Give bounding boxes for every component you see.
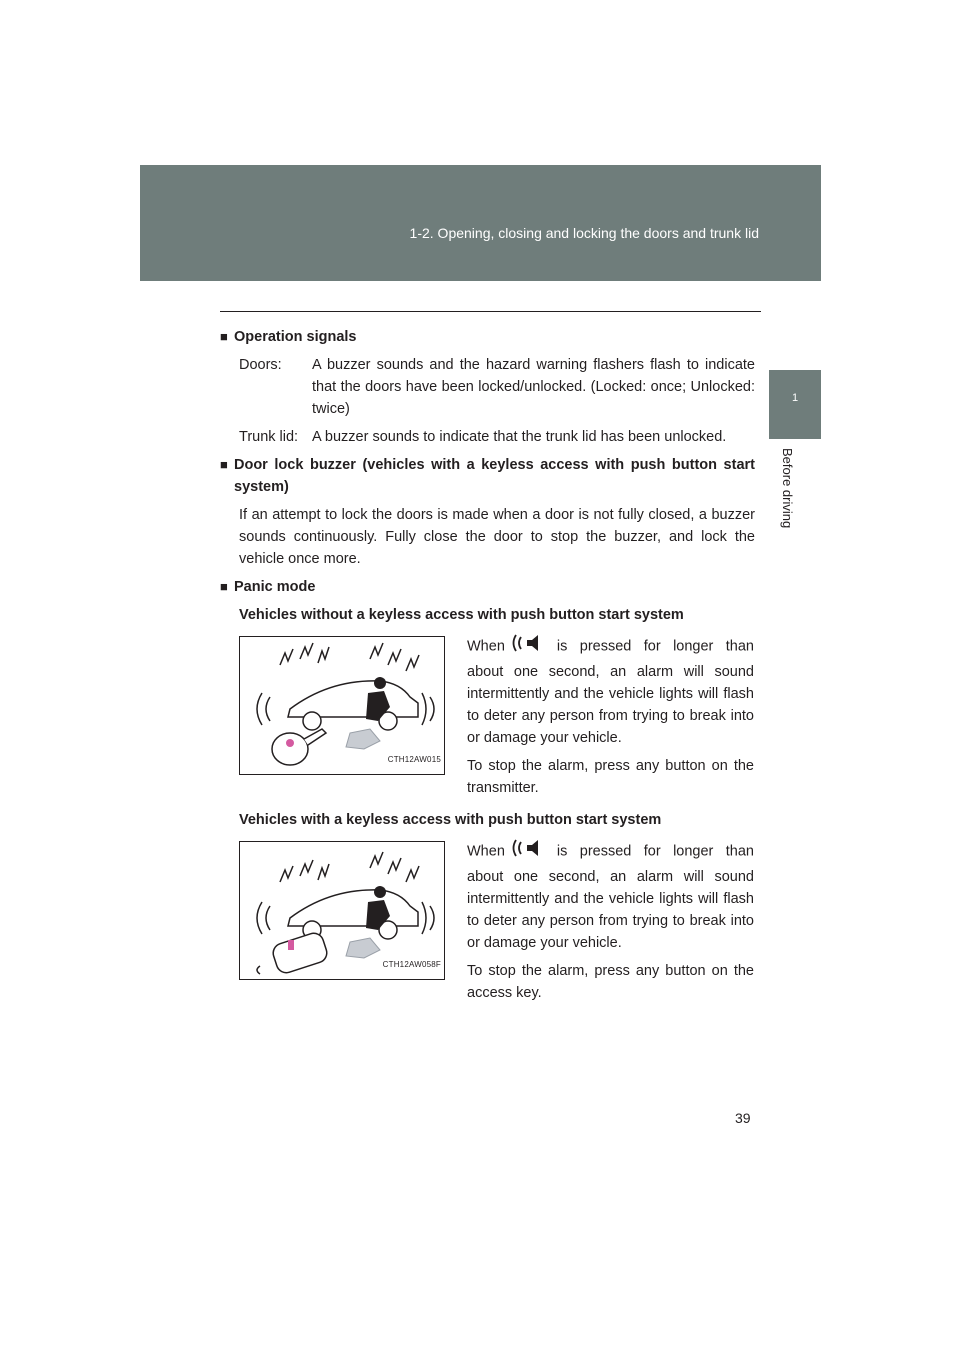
list-item xyxy=(239,354,755,420)
square-bullet-icon: ■ xyxy=(220,579,228,594)
header-rule xyxy=(220,311,761,312)
square-bullet-icon: ■ xyxy=(220,457,228,472)
panic-without-block xyxy=(239,632,755,805)
panic-button-icon xyxy=(511,632,551,661)
trunk-description: A buzzer sounds to indicate that the trunk lid has been unlocked. xyxy=(312,429,727,445)
panic-with-block xyxy=(239,837,755,1010)
figure-code: CTH12AW058F xyxy=(382,960,441,969)
page-number: 39 xyxy=(735,1110,751,1126)
panic-access-key-illustration xyxy=(239,841,445,980)
doors-description: A buzzer sounds and the hazard warning flashers flash to indicate that the doors have been locked/unlocked. (Locked: once; Unlocked: twice) xyxy=(312,357,755,417)
trunk-term: Trunk lid: xyxy=(239,429,299,445)
header-band xyxy=(140,165,821,281)
door-lock-buzzer-heading: ■ Door lock buzzer (vehicles with a keyless access with push button start system) xyxy=(220,454,755,498)
list-item xyxy=(239,426,755,448)
panic-with-text xyxy=(467,837,754,1010)
panic-button-icon xyxy=(511,837,551,866)
square-bullet-icon: ■ xyxy=(220,329,228,344)
panic-without-subheading: Vehicles without a keyless access with push button start system xyxy=(239,607,684,623)
panic-with-subheading: Vehicles with a keyless access with push button start system xyxy=(239,812,662,828)
operation-signals-heading: ■ Operation signals xyxy=(220,326,755,348)
door-lock-buzzer-text: If an attempt to lock the doors is made when a door is not fully closed, a buzzer sounds continuously. Fully close the door to stop the buzzer, and lock the vehicle once more. xyxy=(239,507,755,567)
panic-transmitter-illustration xyxy=(239,636,445,775)
panic-mode-heading: ■ Panic mode xyxy=(220,576,755,598)
chapter-number: 1 xyxy=(791,392,799,404)
panic-without-instruction: When is pressed for longer than about one second, an alarm will sound intermittently and the vehicle lights will flash to deter any person from trying to break into or damage your vehicle. xyxy=(467,632,754,749)
section-title: 1-2. Opening, closing and locking the doors and trunk lid xyxy=(409,225,759,241)
operation-signals-list xyxy=(239,354,755,448)
panic-without-text xyxy=(467,632,754,805)
panic-with-instruction: When is pressed for longer than about one second, an alarm will sound intermittently and the vehicle lights will flash to deter any person from trying to break into or damage your vehicle. xyxy=(467,837,754,954)
page-content xyxy=(220,326,755,1014)
doors-term: Doors: xyxy=(239,357,282,373)
panic-with-stop: To stop the alarm, press any button on the access key. xyxy=(467,963,754,1001)
chapter-label: Before driving xyxy=(780,448,795,529)
panic-without-stop: To stop the alarm, press any button on the transmitter. xyxy=(467,758,754,796)
chapter-tab xyxy=(769,370,821,439)
figure-code: CTH12AW015 xyxy=(387,755,441,764)
